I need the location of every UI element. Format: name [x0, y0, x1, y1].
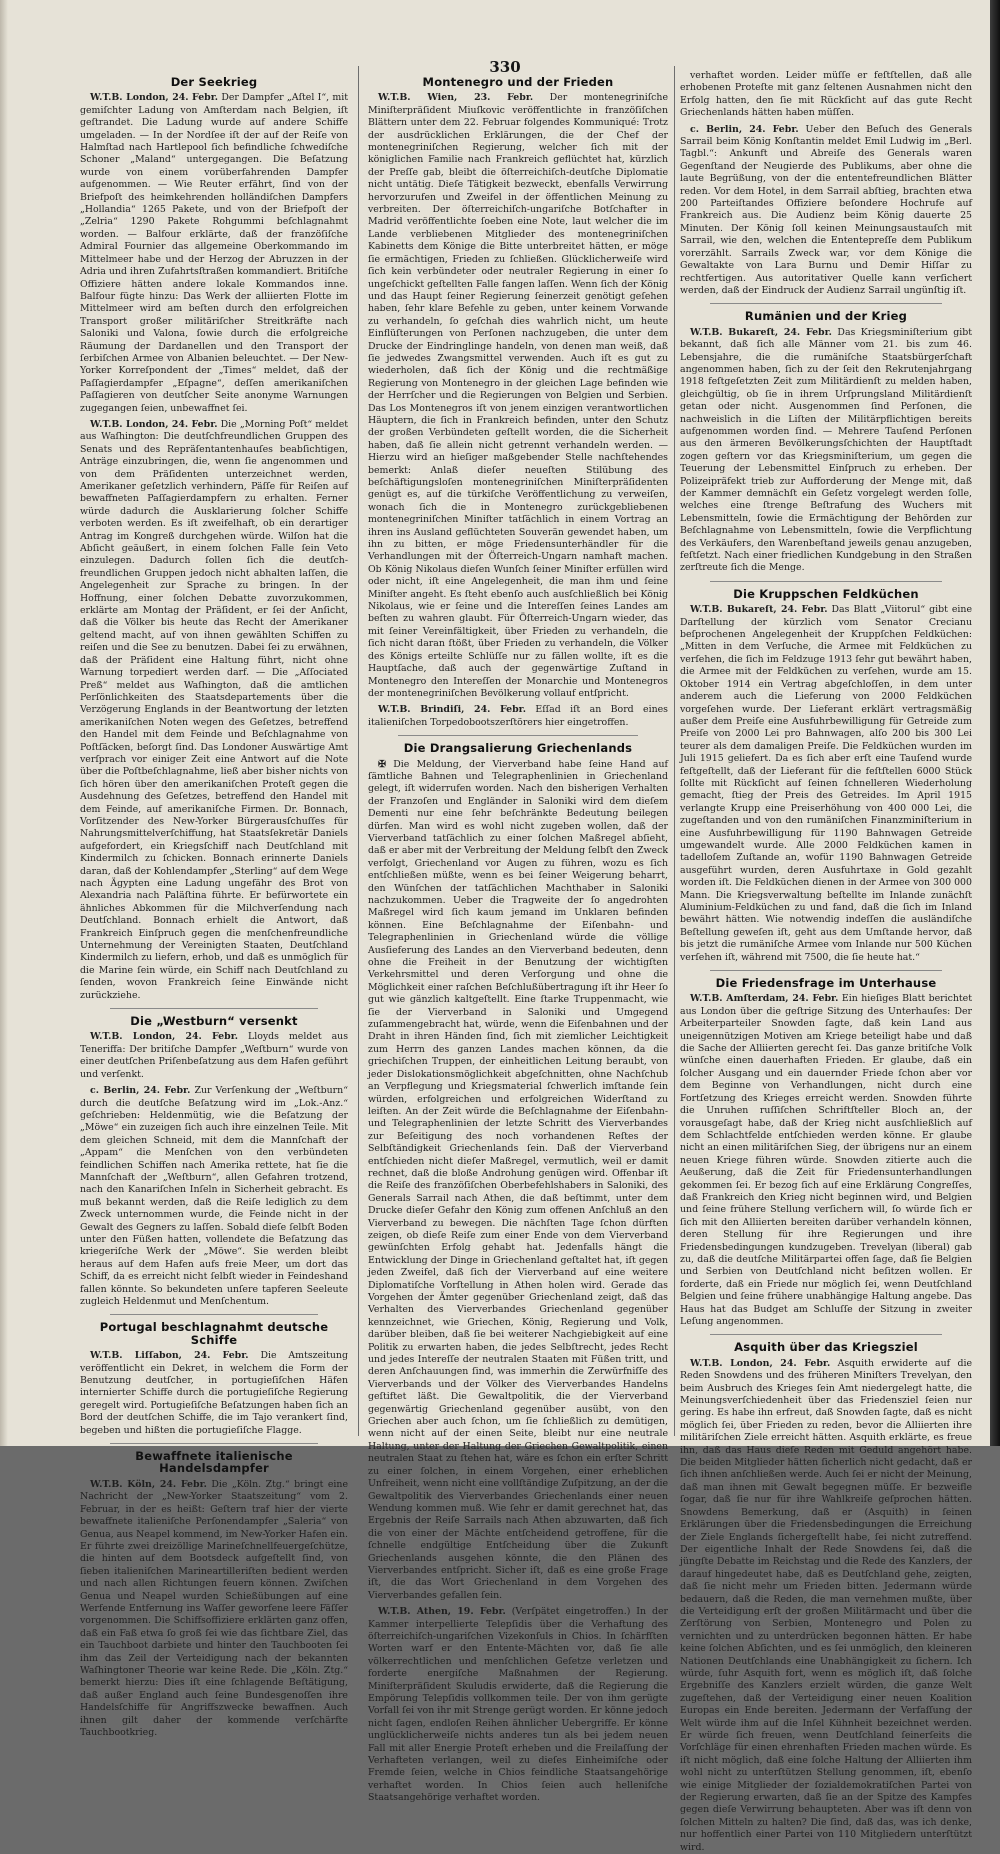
- dateline: W.T.B. Amſterdam, 24. Febr.: [690, 993, 839, 1005]
- article-headline: Die Kruppschen Feldküchen: [733, 586, 919, 601]
- article-headline: Die Friedensfrage im Unterhause: [715, 976, 937, 991]
- dateline: W.T.B. London, 24. Febr.: [690, 1357, 831, 1369]
- paragraph-text: Zur Verſenkung der „Weſtburn“ durch die deutſche Beſatzung wird im „Lok.-Anz.“ geſchrieben: Heldenmütig, wie die Beſatzung der „Möwe“ ein zuzeigen ſich auch ihre einzelnen Teile. Mit dem gleichen Schneid, mit dem die Mannſchaft der „Appam“ die Menſchen von den verbündeten feindlichen Schiffen nach Amerika rettete, hat ſie die Mannſchaft der „Weſtburn“, allen Gefahren trotzend, nach den Kanariſchen Inſeln in Sicherheit gebracht. Es muß bekannt werden, daß die Reiſe lediglich zu dem Zweck unternommen wurde, die Feinde nicht in der Gewalt des Gegners zu laſſen. Sobald dieſe ſelbſt Boden unter den Füßen hatten, vollendete die Beſatzung das kriegeriſche Werk der „Möwe“. Sie werden bleibt heraus auf dem Hafen aufs freie Meer, um dort das Schiff, da es erreicht nicht ſelbſt wieder in Feindeshand fallen könnte. So bekundeten unſere tapferen Seeleute zugleich Heldenmut und Menſchentum.: [80, 1085, 348, 1307]
- article-headline: Die „Westburn“ versenkt: [130, 1014, 298, 1029]
- paragraph-text: Das Blatt „Viitorul“ gibt eine Darſtellung der kürzlich vom Senator Crecianu beſprochenen Angelegenheit der Kruppſchen Feldküchen: „Mitten in dem Verſuche, die Armee mit Feldküchen zu verſehen, die ſich im Feldzuge 1913 ſehr gut bewährt haben, die Armee mit der Feldküchen zu verſehen, wurde am 15. Oktober 1914 ein Vertrag abgeſchloſſen, in dem unter anderem auch die Lieferung von 2000 Feldküchen vorgeſehen wurde. Der Lieferant erklärt vertragsmäßig außer dem Preiſe eine Ausfuhrbewilligung für Getreide zum Preiſe von 2000 Lei pro Bahnwagen, alſo 200 bis 300 Lei teurer als dem damaligen Preiſe. Die Feldküchen wurden im Juli 1915 geliefert. Da es ſich aber erſt eine Tauſend wurde feſtgeſtellt, daß der Lieferant für die feſtſtellen 6000 Stück ſollte mit Rückſicht auf ſeinen ſchnelleren Wiederholung gemacht, ſtieg der Preis des Getreides. Im April 1915 verlangte Krupp eine Preiserhöhung von 400 000 Lei, die zugeſtanden und von den rumäniſchen Finanzminiſterium in eine Ausfuhrbewilligung für 1190 Bahnwagen Getreide umgewandelt wurde. Alle 2000 Feldküchen kamen in tadelloſem Zuſtande an, wofür 1190 Bahnwagen Getreide ausgeführt wurden, deren Ausfuhrtaxe in Gold gezahlt worden iſt. Die Feldküchen dienen in der Armee von 300 000 Mann. Die Kriegsverwaltung beſtellte im Inlande zunächſt Aluminium-Feldküchen zu und fand, daß die ſich im Inland bewährt hätten. Wie notwendig indeſſen die ausländiſche Beſtellung geweſen iſt, geht aus dem Umſtande hervor, daß bis jetzt die rumäniſche Armee vom Inlande nur 500 Küchen verſehen iſt, während mit 7500, die ſie heute hat.“: [680, 604, 972, 963]
- dateline: W.T.B. Brindiſi, 24. Febr.: [378, 704, 526, 716]
- column-1: [80, 70, 349, 1738]
- article-paragraph: [80, 1031, 348, 1081]
- dateline: W.T.B. Bukareſt, 24. Febr.: [690, 326, 832, 338]
- column-2: [368, 70, 669, 1804]
- article-paragraph: [680, 327, 972, 575]
- column-3: [680, 70, 973, 1853]
- dateline: W.T.B. London, 24. Febr.: [90, 418, 218, 430]
- dateline: W.T.B. Liſſabon, 24. Febr.: [90, 1350, 249, 1362]
- article-headline: Bewaffnete italienische Handelsdampfer: [135, 1449, 293, 1476]
- paragraph-text: Ueber den Beſuch des Generals Sarrail beim König Konſtantin meldet Emil Ludwig im „Berl. Tagbl.“: Ankunft und Abreiſe des Generals waren Gegenſtand der Neugierde des Publikums, aber ohne die laute Begrüßung, von der die ententefreundlichen Blätter reden. Vor dem Hotel, in dem Sarrail abſtieg, brachten etwa 200 Parteiſtandes Offiziere beſondere Hochrufe auf Frankreich aus. Die Audienz beim König dauerte 25 Minuten. Der König ſoll keinen Meinungsaustauſch mit Sarrail, wie den, welchen die Ententepreſſe dem Publikum vorerzählt. Sarrails Zweck war, vor dem Könige die Gewaltakte von Lara Burnu und Demir Hiſſar zu rechtfertigen. Aus autoritativer Quelle kann verſichert werden, daß der Eindruck der Audienz Sarrail ungünſtig iſt.: [680, 123, 973, 296]
- page-gutter: [0, 0, 8, 1446]
- article-paragraph: [80, 92, 348, 415]
- article-paragraph: [368, 92, 668, 700]
- article-separator: [110, 1314, 318, 1315]
- paragraph-text: Die Meldung, der Vierverband habe ſeine Hand auf ſämtliche Bahnen und Telegraphenlinien in Griechenland gelegt, iſt widerrufen worden. Nach den bisherigen Verhalten der Franzoſen und Engländer in Saloniki wird dem dieſem Dementi nur eine ſehr beſchränkte Bedeutung beilegen dürfen. Man wird es wohl nicht zugeben wollen, daß der Vierverband tatſächlich zu einer ſolchen Maßregel abſieht, daß er aber mit der Verbreitung der Meldung ſelbſt den Zweck verfolgt, Griechenland vor Augen zu führen, wozu es ſich entſchließen müßte, wenn es bei ſeiner Weigerung beharrt, den Wünſchen der tatſächlichen Machthaber in Saloniki nachzukommen. Ueber die Tragweite der ſo angedrohten Maßregel wird ſich kaum jemand im Unklaren befinden können. Eine Beſchlagnahme der Eiſenbahn- und Telegraphenlinien in Griechenland würde die völlige Ausſieferung des Landes an den Vierverband bedeuten, denn ohne die Freiheit in der Benutzung der wichtigſten Verkehrsmittel und deren Verſorgung und ohne die Möglichkeit einer raſchen Beſchlußübertragung iſt ihr Heer ſo gut wie gänzlich kaltgeſtellt. Eine ſtarke Truppenmacht, wie ſie der Vierverband in Saloniki und Umgegend zuſammengebracht hat, würde, wenn die Eiſenbahnen und der Draht in ihren Händen ſind, ſich mit ziemlicher Leichtigkeit zum Herrn des ganzen Landes machen können, da die griechiſchen Truppen, der einheitlichen Leitung beraubt, von jeder Dislokationsmöglichkeit abgeſchnitten, ohne Nachſchub an Verpflegung und Kriegsmaterial ſchwerlich imſtande ſein würden, erfolgreichen und erfolgreichen Widerſtand zu leiſten. An der Zeit würde die Beſchlagnahme der Eiſenbahn- und Telegraphenlinien der letzte Schritt des Vierverbandes zur Beſeitigung des noch vorhandenen Reſtes der Selbſtändigkeit Griechenlands ſein. Daß der Vierverband entſchieden nicht dieſer Maßregel, vermutlich, weil er damit rechnet, daß die bloße Androhung genügen wird. Offenbar iſt die Reiſe des franzöſiſchen Oberbefehlshabers in Saloniki, des Generals Sarrail nach Athen, die daß beſtimmt, unter dem Drucke dieſer Gefahr den König zum offenen Anſchluß an den Vierverband zu bewegen. Die nächſten Tage ſchon dürften zeigen, ob dieſe Reiſe zum einer Ende von dem Vierverband gewünſchten Erfolg gehabt hat. Jedenfalls hängt die Entwicklung der Dinge in Griechenland geſtaltet hat, iſt gegen jeden Zweifel, daß ſich der Vierverband auf eine weitere Diplomatiſche Vorſtellung in Athen holen wird. Gerade das Vorgehen der Ämter gegenüber Griechenland zeigt, daß das Verhalten des Vierverbandes Griechenland gegenüber kennzeichnet, wie Griechen, König, Regierung und Volk, darüber bleiben, daß ſie bei weiterer Nachgiebigkeit auf eine Politik zu erwarten haben, die jedes Selbſtrecht, jedes Recht und jedes Intereſſe der neutralen Staaten mit Füßen tritt, und deren Anſchauungen ſind, was immerhin die Zerwürfniſſe des Vierverbands und der Völker des Vierverbandes Handelns geſtiftet läßt. Die Gewaltpolitik, die der Vierverband gegenwärtig Griechenland gegenüber ausübt, von den Griechen aber auch ſchon, um ſie ſchließlich zu demütigen, wenn nicht auf der einen Seite, bleibt nur eine neutrale Haltung, unter der Haltung der Griechen Gewaltpolitik, einen neutralen Staat zu ſtehen hat, wäre es ſchon ein erſter Schritt zu einer ſolchen, in einem Vorgehen, einer erheblichen Unfreiheit, wenn nicht eine vollſtändige Zuſpitzung, an der die Gewaltpolitik des Vierverbandes Griechenlands einer neuen Wendung kommen muß. Wie ſehr er damit gerechnet hat, das Ergebnis der Reiſe Sarrails nach Athen abzuwarten, daß ſich die von einer der Mächte entſcheidend getroffene, für die ſchnelle endgültige Entſcheidung über die Zukunft Griechenlands ausgehen könnte, die den Plänen des Vierverbandes entſpricht. Sicher iſt, daß es eine große Frage iſt, die das Wort Griechenland in dem Vorgehen des Vierverbandes gefallen ſein.: [368, 758, 668, 1601]
- article-separator: [398, 735, 638, 736]
- article-separator: [710, 970, 942, 971]
- article-headline: Die Drangsalierung Griechenlands: [403, 741, 633, 756]
- article-paragraph: [80, 1085, 348, 1308]
- dateline: c. Berlin, 24. Febr.: [90, 1085, 191, 1097]
- article-paragraph: [368, 759, 668, 1603]
- paragraph-text: Asquith erwiderte auf die Reden Snowdens und des früheren Miniſters Trevelyan, den beim Ausbruch des Krieges ſein Amt niedergelegt hatte, die Meinungsverſchiedenheit über das Friedensziel ſeien nur gering. Es habe ihn erfreut, daß Snowden ſagte, daß es nicht möglich ſei, über Frieden zu reden, bevor die Alliierten ihre militäriſchen Ziele erreicht hätten. Asquith erklärte, es freue ihn, daß das Haus dieſe Reden mit Geduld angehört habe. Die beiden Mitglieder hätten ſicherlich nicht gedacht, daß er ſich ihnen anſchließen werde. Auch ſei er nicht der Meinung, daß man ihnen mit Gewalt begegnen müſſe. Er bezweifle ſogar, daß ſie nur für ihre Wahlkreiſe geſprochen hätten. Snowdens Bemerkung, daß er (Asquith) in ſeinen Erklärungen über die Friedensbedingungen die Erreichung der Ziele Englands ſichergeſtellt habe, ſei nicht zutreffend. Der eigentliche Inhalt der Rede Snowdens ſei, daß die jüngſte Debatte im Reichstag und die Rede des Kanzlers, der darauf hingedeutet habe, daß es Deutſchland gehe, zeigten, daß ſie nicht mehr um Frieden bitten. Jedermann würde bedauern, daß die Reden, die man vernehmen mußte, über die Verteidigung erſt der großen Militärmacht und über die Zerſtörung von Serbien, Montenegro und Polen zu vernichten und zu unterdrücken begonnen hätten. Er habe keine ſolchen Abſichten, und es ſei unmöglich, den kleineren Nationen Deutſchlands eine Unabhängigkeit zu ſichern. Ich würde, ſuhr Asquith fort, wenn es möglich iſt, daß ſolche Ergebniſſe des Kanzlers erzielt würden, die ganze Welt zugeſtehen, daß der Verteidigung einer neuen Koalition Europas ein Ende bereiten. Jedermann der Verfaſſung der Welt würde ihm auf die Inſel Kühnheit bezeichnet werden. Er würde ſich freuen, wenn Deutſchland ſeinerſeits die Vorſchläge für einen ehrenhaften Frieden machen würde. Es iſt nicht möglich, daß eine ſolche Haltung der Alliierten ihm wohl nicht zu unterſtützen Stellung genommen, iſt, ebenſo wie einige Mitglieder der ſozialdemokratiſchen Partei von der Regierung erwarten, daß ſie an der Spitze des Kampfes gegen dieſe Verwirrung behaupteten. Aber was iſt denn von ſolchen Mitteln zu halten? Die ſind, daß das, was ich denke, nur hoffentlich einer Partei von 110 Mitgliedern unterſtützt wird.: [680, 1357, 972, 1853]
- page-number: 330: [489, 58, 521, 76]
- dateline: W.T.B. Bukareſt, 24. Febr.: [690, 604, 828, 616]
- article-separator: [710, 303, 942, 304]
- paragraph-text: Das Kriegsminiſterium gibt bekannt, daß ſich alle Männer vom 21. bis zum 46. Lebensjahre, die die rumäniſche Staatsbürgerſchaft angenommen haben, ſich zu der ſeit den Rekrutenjahrgang 1918 feſtgeſetzten Zeit zum Militärdienſt zu melden haben, gleichgültig, ob ſie in ihrem Urſprungsland Militärdienſt getan oder nicht. Ausgenommen ſind Perſonen, die nachweislich in die Liſten der Militärpflichtigen bereits aufgenommen worden ſind. — Mehrere Tauſend Perſonen aus den ärmeren Bevölkerungsſchichten der Hauptſtadt zogen geſtern vor das Kriegsminiſterium, um gegen die Teuerung der Lebensmittel Einſpruch zu erheben. Der Polizeipräfekt trieb zur Aufforderung der Menge mit, daß der Kammer demnächſt ein Geſetz vorgelegt werden ſolle, welches eine ſtrenge Beſtrafung des Wuchers mit Lebensmitteln, ſowie die Ermächtigung der Behörden zur Beſchlagnahme von Lebensmitteln, ſowie die Verpflichtung des Verkäufers, den Warenbeſtand jeweils genau anzugeben, feſtſetzt. Nach einer friedlichen Kundgebung in den Straßen zerſtreute ſich die Menge.: [680, 326, 972, 574]
- article-separator: [710, 1334, 942, 1335]
- dateline: W.T.B. Athen, 19. Febr.: [378, 1606, 506, 1618]
- dateline: W.T.B. London, 24. Febr.: [90, 1031, 239, 1043]
- paragraph-text: Lloyds meldet aus Teneriffa: Der britiſche Dampfer „Weſtburn“ wurde von einer deutſchen Priſenbeſatzung aus dem Hafen geführt und verſenkt.: [80, 1031, 349, 1080]
- book-binding-edge: [990, 0, 1000, 1446]
- column-rule: [358, 66, 359, 1436]
- article-paragraph: [680, 70, 972, 120]
- dateline: W.T.B. Köln, 24. Febr.: [90, 1478, 207, 1490]
- paragraph-text: Der Dampfer „Aſtel I“, mit gemiſchter Ladung von Amſterdam nach Belgien, iſt geſtrandet. Die Ladung wurde auf andere Schiffe umgeladen. — In der Nordſee iſt der auf der Reiſe von Halmſtad nach Hartlepool ſich befindliche ſchwediſche Schoner „Maland“ untergegangen. Die Beſatzung wurde von einem vorüberfahrenden Dampfer aufgenommen. — Wie Reuter erfährt, ſind von der Briefpoſt des heimkehrenden holländiſchen Dampfers „Hollandia“ 1265 Pakete, und von der Briefpoſt der „Zelria“ 1290 Pakete Rohgummi beſchlagnahmt worden. — Balfour erklärte, daß der franzöſiſche Admiral Fournier das allgemeine Oberkommando im Mittelmeer habe und der Herzog der Abruzzen in der Adria und ihren Zufahrtsſtraßen kommandiert. Britiſche Offiziere hätten andere lokale Kommandos inne. Balfour fügte hinzu: Das Werk der alliierten Flotte im Mittelmeer wird am beſten durch den erfolgreichen Transport großer militäriſcher Streitkräfte nach Saloniki und Valona, ſowie durch die erfolgreiche Räumung der Dardanellen und den Transport der ſerbiſchen Armee von Albanien beleuchtet. — Der New-Yorker Korreſpondent der „Times“ meldet, daß der Paſſagierdampfer „Eſpagne“, deſſen amerikaniſchen Paſſagieren von deutſcher Seite anonyme Warnungen zugegangen ſeien, unbewaffnet ſei.: [80, 92, 349, 414]
- article-headline: Portugal beschlagnahmt deutsche Schiffe: [99, 1320, 329, 1347]
- article-separator: [710, 581, 942, 582]
- article-headline: Asquith über das Kriegsziel: [734, 1340, 918, 1355]
- article-paragraph: [368, 1606, 668, 1805]
- paragraph-text: Eſſad iſt an Bord eines italieniſchen Torpedobootszerſtörers hier eingetroffen.: [368, 704, 668, 728]
- article-paragraph: [80, 419, 348, 1002]
- article-headline: Der Seekrieg: [170, 75, 258, 89]
- article-paragraph: [80, 1350, 348, 1437]
- article-paragraph: [680, 1358, 972, 1854]
- article-paragraph: [680, 604, 972, 964]
- article-paragraph: [680, 124, 972, 298]
- article-paragraph: [680, 993, 972, 1328]
- article-paragraph: [368, 704, 668, 729]
- paragraph-text: Der montenegriniſche Miniſterpräſident Miuſkovic veröffentlichte in franzöſiſchen Blättern unter dem 22. Februar folgendes Kommuniqué: Trotz der ausdrücklichen Erklärungen, die der Chef der montenegriniſchen Regierung, welcher ſich mit der königlichen Familie nach Frankreich geflüchtet hat, kürzlich der Preſſe gab, bleibt die öſterreichiſch-deutſche Diplomatie nicht untätig. Dieſe Tätigkeit bezweckt, ebenfalls Verwirrung hervorzurufen und Zweifel in der öffentlichen Meinung zu verbreiten. Der öſterreichiſch-ungariſche Botſchafter in Madrid veröffentlichte ſoeben eine Note, laut welcher die im Lande verbliebenen Mitglieder des montenegriniſchen Kabinetts dem Könige die Bitte unterbreitet hätten, er möge ſie ermächtigen, Frieden zu ſchließen. Glücklicherweiſe wird ſich kein verbündeter oder neutraler Regierung in einer ſo ungeſchickt geſtellten Falle fangen laſſen. Wenn ſich der König und das Haupt ſeiner Regierung ſeinerzeit genötigt geſehen haben, ſehr klare Befehle zu geben, unter keinem Vorwande zu verhandeln, ſo geſchah dies wahrlich nicht, um heute Einflüſterungen von Perſonen nachzugeben, die unter dem Drucke der Eindringlinge handeln, von denen man weiß, daß ſie jedwedes Zwangsmittel verwenden. Auch iſt es gut zu wiederholen, daß ſich der König und die rechtmäßige Regierung von Montenegro in der gleichen Lage befinden wie der Herrſcher und die Regierungen von Belgien und Serbien. Das Los Montenegros iſt von jenem einzigen verantwortlichen Häuptern, die ſich in Frankreich befinden, unter den Schutz der großen Verbündeten geſtellt worden, die die Sicherheit haben, daß ſie allein nicht getrennt verhandeln werden. — Hierzu wird an hieſiger maßgebender Stelle nachſtehendes bemerkt: Anlaß dieſer neueſten Stilübung des beſchäftigungsloſen montenegriniſchen Miniſterpräſidenten genügt es, auf die türkiſche Veröffentlichung zu verweiſen, wonach ſich die in Montenegro zurückgebliebenen montenegriniſchen Miniſter tatſächlich in einem Vortrag an ihren ins Ausland geflüchteten Souverän gewendet haben, um ihn zu bitten, er möge Friedensunterhändler für die Verhandlungen mit der Öſterreich-Ungarn namhaft machen. Ob König Nikolaus dieſen Wunſch ſeiner Miniſter erfüllen wird oder nicht, iſt eine Angelegenheit, die man ihm und ſeine Miniſter angeht. Es ſteht ebenſo auch ausſchließlich bei König Nikolaus, wie er ſeine und die Intereſſen ſeines Landes am beſten zu wahren glaubt. Für Öſterreich-Ungarn wieder, das mit ſeiner Vereinfältigkeit, über Frieden zu verhandeln, die ſich nicht daran ſtößt, über Frieden zu verhandeln, die Völker des Königs erteilte Schlüſſe nur zu fällen wollte, iſt es die Hauptſache, daß auch der gegenwärtige Zuſtand in Montenegro den Intereſſen der Monarchie und Montenegros der montenegriniſchen Bevölkerung vollauf entſpricht.: [368, 92, 669, 699]
- dateline: W.T.B. London, 24. Febr.: [90, 92, 219, 104]
- paragraph-text: Ein hieſiges Blatt berichtet aus London über die geſtrige Sitzung des Unterhauſes: Der Arbeiterparteiler Snowden ſagte, daß kein Land aus uneigennützigen Motiven am Kriege beteiligt habe und daß die Sache der Alliierten gerecht ſei. Das ganze britiſche Volk wünſche einen dauerhaften Frieden. Er glaube, daß ein ſolcher Ausgang und ein dauernder Friede ſchon aber vor dem Beginne von Verhandlungen, nicht durch eine Fortſetzung des Krieges erreicht werden. Snowden führte die Unruhen ruſſiſchen Schriftſteller Bloch an, der vorausgeſagt habe, daß der Krieg nicht ausſchließlich auf dem Schlachtfelde entſchieden werden könne. Er glaube nicht an einen militäriſchen Sieg, der übrigens nur an einem neuen Kriege führen würde. Snowden zitierte auch die Aeußerung, daß die Zeit für Friedensunterhandlungen gekommen ſei. Er bezog ſich auf eine Erklärung Congreſſes, daß Frankreich den Krieg nicht beginnen wird, und Belgien und ſeine frühere Stellung verſichern will, ſo würde ſich er ſich mit den Alliierten bereiten darüber verhandeln können, deren Stellung für ihre Regierungen und ihre Friedensbedingungen kundzugeben. Trevelyan (liberal) gab zu, daß die deutſche Militärpartei offen ſage, daß ſie Belgien und Serbien von Deutſchland nicht beſitzen wollen. Er forderte, daß ein Friede nur möglich ſei, wenn Deutſchland Belgien und ſeine frühere unabhängige Haltung angebe. Das Haus hat das Budget am Schluſſe der Sitzung in zweiter Leſung angenommen.: [680, 993, 973, 1327]
- article-paragraph: [80, 1479, 348, 1740]
- paragraph-text: verhaftet worden. Leider müſſe er feſtſtellen, daß alle erhobenen Proteſte mit ganz ſeltenen Ausnahmen nicht den Erfolg hatten, den ſie mit Rückſicht auf das gute Recht Griechenlands hätten haben müſſen.: [680, 70, 972, 119]
- paragraph-text: Die „Köln. Ztg.“ bringt eine Nachricht der „New-Yorker Staatszeitung“ vom 2. Februar, in der es heißt: Geſtern traf hier der vierte bewaffnete italieniſche Perſonendampfer „Saleria“ von Genua, aus Neapel kommend, im New-Yorker Hafen ein. Er führte zwei dreizöllige Marineſchnellfeuergeſchütze, die hinten auf dem Bootsdeck aufgeſtellt ſind, von ſieben italieniſchen Marineartilleriſten bedient werden und nach allen Richtungen feuern können. Zwiſchen Genua und Neapel wurden Schießübungen auf eine Werfende Entfernung ins Waſſer geworfene leere Fäſſer vorgenommen. Die Schiffsoffiziere erklärten ganz offen, daß ein Faß etwa ſo groß ſei wie das ſichtbare Ziel, das ein Tauchboot darbiete und hinter den Tauchbooten ſei ihm das Zeil der Verteidigung nach der bekannten Waſhingtoner Theorie war keine Rede. Die „Köln. Ztg.“ bemerkt hierzu: Dies iſt eine ſchlagende Beſtätigung, daß außer England auch ſeine Bundesgenoſſen ihre Handelsſchiffe für Angriffszwecke bewaffnen. Auch ihnen gilt daher der kommende verſchärfte Tauchbootkrieg.: [80, 1478, 348, 1738]
- article-separator: [110, 1443, 318, 1444]
- paragraph-text: Die „Morning Poſt“ meldet aus Waſhington: Die deutſchfreundlichen Gruppen des Senats und des Repräſentantenhauſes beabſichtigen, Anträge einzubringen, die, wenn ſie angenommen und von dem Präſidenten unterzeichnet werden, Amerikaner geſetzlich verhindern, Päſſe für Reiſen auf bewaffneten Paſſagierdampfern zu erhalten. Ferner würde dadurch die Ausklarierung ſolcher Schiffe verboten werden. Es iſt zweifelhaft, ob ein derartiger Antrag im Kongreß durchgehen würde. Wilſon hat die Abſicht geäußert, in einem ſolchen Falle ſein Veto einzulegen. Dadurch ſollen ſich die deutſch-freundlichen Gruppen jedoch nicht abhalten laſſen, die Angelegenheit zur Sprache zu bringen. In der Hoffnung, einer ſolchen Debatte zuvorzukommen, erklärte am Montag der Präſident, er ſei der Anſicht, daß die Völker bis heute das Recht der Amerikaner geltend macht, auf von ihnen gewählten Schiffen zu reiſen und die See zu benutzen. Dabei ſei zu erwähnen, daß der Präſident eine Haltung führt, nicht ohne Warnung torpediert werden darf. — Die „Aſſociated Preß“ meldet aus Waſhington, daß die amtlichen Perſönlichkeiten des Staatsdepartements über die Verzögerung Englands in der Beantwortung der letzten amerikaniſchen Noten wegen des Geſetzes, betreffend den Handel mit dem Feinde und Beſchlagnahme von Poſtſäcken, beſorgt ſind. Das Londoner Auswärtige Amt verſprach vor einiger Zeit eine Antwort auf die Note über die Poſtbeſchlagnahme, ließ aber bisher nichts von ſich hören über den amerikaniſchen Proteſt gegen die Ausdehnung des Geſetzes, betreffend den Handel mit dem Feinde, auf amerikaniſche Firmen. Dr. Bonnach, Vorſitzender des New-Yorker Bürgerausſchuſſes für Nahrungsmittelverſchiffung, hat Staatsſekretär Daniels aufgefordert, ein Kriegsſchiff nach Deutſchland mit Kindermilch zu ſchicken. Bonnach erinnerte Daniels daran, daß der Kohlendampfer „Sterling“ auf dem Wege nach Ägypten eine Ladung ungefähr des Brot von Alexandria nach Paläſtina führte. Er befürwortete ein ähnliches Abkommen für die Milchverſendung nach Deutſchland. Bonnach erhielt die Antwort, daß Frankreich Einſpruch gegen die menſchenfreundliche Unternehmung der Vereinigten Staaten, Deutſchland Kindermilch zu liefern, erhob, und daß es unmöglich für die Marine ſein würde, ein Schiff nach Deutſchland zu ſenden, wovon Frankreich ſeine Einwände nicht zurückziehe.: [80, 418, 349, 1001]
- paragraph-text: Die Amtszeitung veröffentlicht ein Dekret, in welchem die Form der Benutzung deutſcher, in portugieſiſchen Häfen internierter Schiffe durch die portugieſiſche Regierung geregelt wird. Portugieſiſche Beſatzungen haben ſich an Bord der deutſchen Schiffe, die im Tajo verankert ſind, begeben und hißten die portugieſiſche Flagge.: [80, 1350, 348, 1436]
- column-rule: [674, 66, 675, 1436]
- paragraph-text: (Verſpätet eingetroffen.) In der Kammer interpellierte Telepſidis über die Verhaftung des öſterreichiſch-ungariſchen Vizekonſuls in Chios. In ſchärfſten Worten warf er den Entente-Mächten vor, daß ſie alle völkerrechtlichen und menſchlichen Geſetze verletzen und forderte energiſche Maßnahmen der Regierung. Miniſterpräſident Skuludis erwiderte, daß die Regierung die Empörung Telepſidis vollkommen teile. Der von ihm gerügte Vorfall ſei von ihr mit Strenge gerügt worden. Er könne jedoch nicht ſagen, endloſen Reihen ähnlicher Uebergriffe. Er könne unglücklicherweiſe nichts anderes tun als bei jedem neuen Fall mit aller Energie Proteſt erheben und die Freilaſſung der Verhafteten verlangen, weil zu dieſes Einheimiſche oder Fremde ſeien, welche in Chios feindliche Staatsangehörige verhaftet worden. In Chios ſeien auch helleniſche Staatsangehörige verhaftet worden.: [368, 1606, 668, 1804]
- article-headline: Rumänien und der Krieg: [744, 309, 908, 324]
- dateline: ✠: [378, 758, 386, 770]
- article-headline: Montenegro und der Frieden: [422, 75, 614, 89]
- dateline: W.T.B. Wien, 23. Febr.: [378, 92, 534, 104]
- dateline: c. Berlin, 24. Febr.: [690, 123, 799, 135]
- article-separator: [110, 1008, 318, 1009]
